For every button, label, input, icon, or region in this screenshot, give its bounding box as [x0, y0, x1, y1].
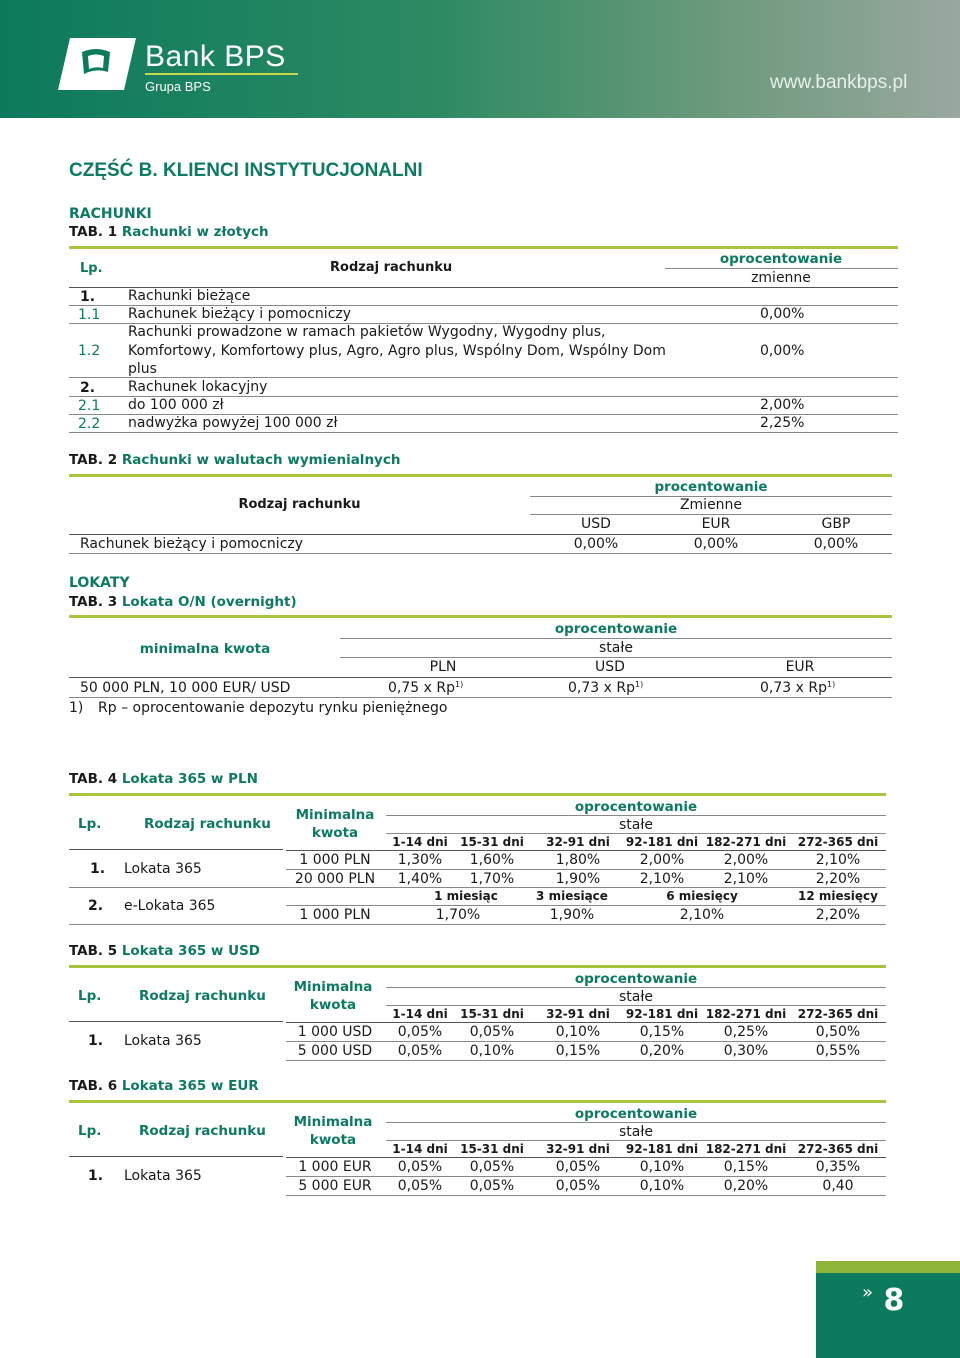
- tab3-currency-eur: EUR: [785, 659, 815, 675]
- page-header: [0, 0, 960, 118]
- tab5-top-rule: [69, 965, 886, 968]
- tab4-header-type: stałe: [619, 817, 653, 833]
- tab6-row-value: 0,05%: [555, 1159, 601, 1175]
- tab5-row-value: 0,15%: [639, 1024, 685, 1040]
- tab5-row-min: 5 000 USD: [297, 1043, 373, 1059]
- tab2-row-value: 0,00%: [573, 536, 619, 552]
- tab5-row-value: 0,15%: [555, 1043, 601, 1059]
- tab6-row-value: 0,10%: [639, 1178, 685, 1194]
- tab5-row-min: 1 000 USD: [297, 1024, 373, 1040]
- page-number-value: 8: [883, 1283, 905, 1318]
- tab5-row-rule: [286, 1041, 886, 1042]
- tab6-row-lp: 1.: [88, 1168, 104, 1184]
- tab6-header-min-2: kwota: [309, 1132, 357, 1148]
- tab2-title: Rachunki w walutach wymienialnych: [121, 452, 401, 468]
- tab6-row-rule: [286, 1176, 886, 1177]
- tab4-header-left-rule: [69, 849, 283, 850]
- tab4-row-value: 1,70%: [435, 907, 481, 923]
- tab5-period: 32-91 dni: [546, 1007, 610, 1021]
- tab5-row-value: 0,10%: [555, 1024, 601, 1040]
- tab5-period: 92-181 dni: [625, 1007, 699, 1021]
- tab1-row-label: Rachunki bieżące: [128, 288, 251, 304]
- brand-name: Bank BPS: [145, 40, 286, 73]
- tab1-bottom-rule: [69, 432, 898, 433]
- tab6-header-rate: oprocentowanie: [574, 1106, 698, 1122]
- section-title-lokaty: LOKATY: [69, 575, 130, 591]
- tab5-header-bottom-rule: [286, 1022, 886, 1023]
- tab6-period: 32-91 dni: [546, 1142, 610, 1156]
- tab1-row-label: nadwyżka powyżej 100 000 zł: [128, 415, 338, 431]
- tab6-row-value: 0,40: [822, 1178, 854, 1194]
- tab1-header-lp: Lp.: [80, 261, 103, 276]
- tab4-row-label: Lokata 365: [124, 861, 202, 877]
- tab6-row-value: 0,20%: [723, 1178, 769, 1194]
- tab1-row-lp: 1.2: [78, 343, 101, 359]
- tab4-period2: 3 miesiące: [536, 889, 608, 903]
- tab1-row-lp: 2.: [80, 380, 96, 396]
- tab2-header-kind: Rodzaj rachunku: [238, 497, 361, 512]
- tab2-header-divider: [530, 514, 892, 515]
- tab5-row-value: 0,30%: [723, 1043, 769, 1059]
- tab4-row-rule: [286, 869, 886, 870]
- tab4-row-value: 1,60%: [469, 852, 515, 868]
- tab2-header-bottom-rule: [69, 534, 892, 535]
- tab6-title: Lokata 365 w EUR: [121, 1078, 259, 1094]
- brand-underline: [145, 73, 298, 75]
- section-title-rachunki: RACHUNKI: [69, 206, 152, 222]
- tab5-row-value: 0,25%: [723, 1024, 769, 1040]
- tab4-row-min: 1 000 PLN: [299, 852, 371, 868]
- tab3-footnote-mark: 1): [69, 700, 84, 716]
- tab3-bottom-rule: [69, 697, 892, 698]
- tab1-row-label: Rachunek lokacyjny: [128, 379, 268, 395]
- tab4-header-kind: Rodzaj rachunku: [144, 816, 271, 832]
- tab4-header-divider: [386, 833, 886, 834]
- tab3-row-value-eur: 0,73 x Rp$^{1)}$: [760, 680, 836, 696]
- tab5-header-divider: [386, 1005, 886, 1006]
- tab2-currency-gbp: GBP: [821, 516, 851, 532]
- tab2-row-label: Rachunek bieżący i pomocniczy: [80, 536, 304, 552]
- tab4-header-bottom-rule: [286, 850, 886, 851]
- tab4-row-label: e-Lokata 365: [124, 898, 216, 914]
- tab6-header-lp: Lp.: [78, 1123, 102, 1139]
- tab5-period: 182-271 dni: [705, 1007, 787, 1021]
- tab5-number: TAB. 5: [69, 943, 118, 959]
- tab4-row-value: 1,30%: [397, 852, 443, 868]
- tab5-period: 272-365 dni: [797, 1007, 879, 1021]
- tab6-header-type: stałe: [619, 1124, 653, 1140]
- tab5-header-min-1: Minimalna: [293, 979, 373, 995]
- tab6-row-value: 0,05%: [397, 1178, 443, 1194]
- tab5-heading: [69, 943, 260, 959]
- tab6-header-bottom-rule: [286, 1157, 886, 1158]
- tab4-row-value: 2,10%: [723, 871, 769, 887]
- tab4-period: 1-14 dni: [392, 835, 448, 849]
- tab1-row-label-line1: Rachunki prowadzone w ramach pakietów Wygodny, Wygodny plus,: [128, 324, 606, 340]
- tab2-top-rule: [69, 474, 892, 477]
- tab1-row-label-line3: plus: [128, 361, 157, 377]
- bank-bps-logo-icon: [58, 38, 136, 90]
- part-title: CZĘŚĆ B. KLIENCI INSTYTUCJONALNI: [69, 160, 423, 181]
- tab3-footnote: Rp – oprocentowanie depozytu rynku pieniężnego: [98, 700, 448, 716]
- tab1-row-lp: 2.1: [78, 398, 101, 414]
- tab5-row-value: 0,10%: [469, 1043, 515, 1059]
- tab4-period: 182-271 dni: [705, 835, 787, 849]
- tab5-header-divider: [386, 987, 886, 988]
- tab3-currency-pln: PLN: [429, 659, 457, 675]
- tab6-header-min-1: Minimalna: [293, 1114, 373, 1130]
- tab6-period: 182-271 dni: [705, 1142, 787, 1156]
- tab5-period: 15-31 dni: [460, 1007, 524, 1021]
- tab5-bottom-rule: [286, 1060, 886, 1061]
- tab4-row-value: 2,20%: [815, 907, 861, 923]
- tab1-row-rate: 0,00%: [760, 343, 805, 359]
- tab5-header-type: stałe: [619, 989, 653, 1005]
- tab2-number: TAB. 2: [69, 452, 118, 468]
- tab4-top-rule: [69, 793, 886, 796]
- tab2-bottom-rule: [69, 553, 892, 554]
- tab5-header-left-rule: [69, 1021, 283, 1022]
- tab6-row-min: 5 000 EUR: [298, 1178, 372, 1194]
- tab5-header-min-2: kwota: [309, 997, 357, 1013]
- tab4-row-rule: [69, 887, 886, 888]
- tab1-top-rule: [69, 246, 898, 249]
- tab6-row-min: 1 000 EUR: [298, 1159, 372, 1175]
- tab1-row-rule: [69, 377, 898, 378]
- tab4-row-value: 1,40%: [397, 871, 443, 887]
- tab6-period: 1-14 dni: [392, 1142, 448, 1156]
- tab1-header-divider: [665, 268, 898, 269]
- tab6-row-value: 0,05%: [469, 1159, 515, 1175]
- tab4-row-value: 2,00%: [723, 852, 769, 868]
- tab4-header-lp: Lp.: [78, 816, 102, 832]
- tab6-row-value: 0,35%: [815, 1159, 861, 1175]
- tab4-row-value: 1,70%: [469, 871, 515, 887]
- tab1-row-label: do 100 000 zł: [128, 397, 224, 413]
- tab6-bottom-rule: [286, 1195, 886, 1196]
- tab4-period2: 12 miesięcy: [798, 889, 878, 903]
- tab3-currency-usd: USD: [595, 659, 625, 675]
- tab4-row-value: 1,90%: [549, 907, 595, 923]
- tab5-title: Lokata 365 w USD: [121, 943, 260, 959]
- tab6-row-value: 0,05%: [469, 1178, 515, 1194]
- tab4-row-rule: [286, 905, 886, 906]
- tab1-row-lp: 2.2: [78, 416, 101, 432]
- tab4-header-min-2: kwota: [311, 825, 359, 841]
- tab2-header-type: Zmienne: [679, 497, 743, 513]
- tab3-row-value-usd: 0,73 x Rp$^{1)}$: [568, 680, 644, 696]
- tab3-header-divider: [340, 638, 892, 639]
- tab5-header-rate: oprocentowanie: [574, 971, 698, 987]
- tab6-header-kind: Rodzaj rachunku: [139, 1123, 266, 1139]
- tab1-row-lp: 1.: [80, 289, 96, 305]
- tab6-row-value: 0,05%: [397, 1159, 443, 1175]
- tab5-header-lp: Lp.: [78, 988, 102, 1004]
- tab4-row-value: 1,90%: [555, 871, 601, 887]
- tab4-period: 272-365 dni: [797, 835, 879, 849]
- tab3-number: TAB. 3: [69, 594, 118, 610]
- tab4-header-rate: oprocentowanie: [574, 799, 698, 815]
- tab6-row-value: 0,10%: [639, 1159, 685, 1175]
- tab6-heading: [69, 1078, 259, 1094]
- tab6-header-divider: [386, 1140, 886, 1141]
- chevron-right-icon: »: [862, 1282, 874, 1303]
- tab4-row-min: 20 000 PLN: [294, 871, 376, 887]
- tab4-header-divider: [386, 815, 886, 816]
- tab2-row-value: 0,00%: [693, 536, 739, 552]
- tab1-row-rate: 2,25%: [760, 415, 805, 431]
- tab5-row-label: Lokata 365: [124, 1033, 202, 1049]
- tab4-header-min-1: Minimalna: [295, 807, 375, 823]
- tab4-title: Lokata 365 w PLN: [121, 771, 258, 787]
- tab3-header-divider: [340, 657, 892, 658]
- page-number-accent: [816, 1261, 960, 1273]
- tab4-period2: 6 miesięcy: [666, 889, 738, 903]
- tab3-header-bottom-rule: [69, 677, 892, 678]
- tab1-row-rate: 2,00%: [760, 397, 805, 413]
- tab1-number: TAB. 1: [69, 224, 118, 240]
- tab1-row-label-line2: Komfortowy, Komfortowy plus, Agro, Agro plus, Wspólny Dom, Wspólny Dom: [128, 343, 666, 359]
- tab1-header-kind: Rodzaj rachunku: [330, 260, 453, 275]
- tab3-heading: [69, 594, 297, 610]
- tab4-row-value: 2,10%: [815, 852, 861, 868]
- tab4-period: 92-181 dni: [625, 835, 699, 849]
- website-url[interactable]: www.bankbps.pl: [770, 72, 908, 93]
- tab1-heading: [69, 224, 269, 240]
- tab3-header-min: minimalna kwota: [139, 641, 271, 657]
- tab2-header-rate: procentowanie: [654, 479, 768, 495]
- tab1-header-type: zmienne: [751, 270, 811, 286]
- tab4-row-lp: 1.: [90, 861, 106, 877]
- tab4-row-lp: 2.: [88, 898, 104, 914]
- tab1-title: Rachunki w złotych: [121, 224, 269, 240]
- tab3-title: Lokata O/N (overnight): [121, 594, 297, 610]
- tab6-top-rule: [69, 1100, 886, 1103]
- tab3-top-rule: [69, 615, 892, 618]
- tab4-row-value: 2,00%: [639, 852, 685, 868]
- tab4-bottom-rule: [69, 924, 886, 925]
- tab4-row-value: 2,20%: [815, 871, 861, 887]
- tab4-row-min: 1 000 PLN: [299, 907, 371, 923]
- tab2-currency-eur: EUR: [701, 516, 731, 532]
- tab1-header-rate: oprocentowanie: [719, 251, 843, 267]
- brand-subtitle: Grupa BPS: [145, 79, 211, 94]
- tab6-row-value: 0,05%: [555, 1178, 601, 1194]
- tab3-header-type: stałe: [599, 640, 633, 656]
- tab4-row-value: 2,10%: [639, 871, 685, 887]
- tab4-row-value: 1,80%: [555, 852, 601, 868]
- tab4-period2: 1 miesiąc: [434, 889, 498, 903]
- tab4-period: 15-31 dni: [460, 835, 524, 849]
- tab6-row-value: 0,15%: [723, 1159, 769, 1175]
- tab5-row-value: 0,55%: [815, 1043, 861, 1059]
- tab2-currency-usd: USD: [581, 516, 611, 532]
- tab2-row-value: 0,00%: [813, 536, 859, 552]
- tab6-row-label: Lokata 365: [124, 1168, 202, 1184]
- page-number: [862, 1282, 904, 1318]
- tab1-row-lp: 1.1: [78, 307, 101, 323]
- tab6-header-left-rule: [69, 1156, 283, 1157]
- tab6-period: 272-365 dni: [797, 1142, 879, 1156]
- tab5-row-value: 0,05%: [469, 1024, 515, 1040]
- tab5-row-value: 0,05%: [397, 1024, 443, 1040]
- tab4-period: 32-91 dni: [546, 835, 610, 849]
- tab6-period: 15-31 dni: [460, 1142, 524, 1156]
- tab5-row-value: 0,05%: [397, 1043, 443, 1059]
- tab2-heading: [69, 452, 400, 468]
- tab6-period: 92-181 dni: [625, 1142, 699, 1156]
- tab5-row-value: 0,50%: [815, 1024, 861, 1040]
- tab5-header-kind: Rodzaj rachunku: [139, 988, 266, 1004]
- tab5-row-lp: 1.: [88, 1033, 104, 1049]
- tab3-row-value-pln: 0,75 x Rp$^{1)}$: [388, 680, 464, 696]
- tab4-heading: [69, 771, 258, 787]
- tab3-header-rate: oprocentowanie: [554, 621, 678, 637]
- tab4-number: TAB. 4: [69, 771, 118, 787]
- tab5-period: 1-14 dni: [392, 1007, 448, 1021]
- tab4-row-value: 2,10%: [679, 907, 725, 923]
- tab1-row-rate: 0,00%: [760, 306, 805, 322]
- tab6-header-divider: [386, 1122, 886, 1123]
- tab3-row-label: 50 000 PLN, 10 000 EUR/ USD: [80, 680, 291, 696]
- tab1-row-label: Rachunek bieżący i pomocniczy: [128, 306, 352, 322]
- tab6-number: TAB. 6: [69, 1078, 118, 1094]
- tab5-row-value: 0,20%: [639, 1043, 685, 1059]
